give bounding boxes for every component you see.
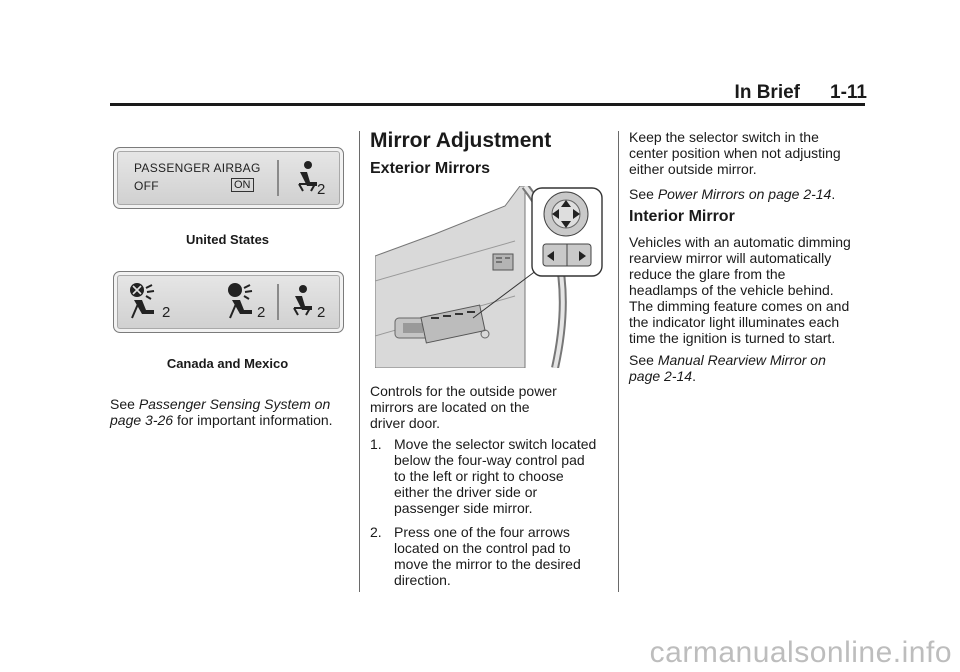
page-number: 1-11 [830, 82, 867, 103]
selector-center-note: Keep the selector switch in the center position when not adjusting either outside mirror. [629, 129, 841, 177]
cross-reference-page[interactable]: page 3-26 [110, 412, 174, 428]
passenger-airbag-label: PASSENGER AIRBAG [134, 161, 261, 175]
header-rule [110, 103, 865, 106]
manual-mirror-reference: See Manual Rearview Mirror on page 2-14. [629, 352, 826, 384]
interior-mirror-paragraph: Vehicles with an automatic dimming rearview mirror will automatically reduce the glare from the headlamps of the vehicle behind. The dimming feature comes on and the indicator light illuminates each time the ignition is turned to start. [629, 234, 851, 346]
mirror-adjustment-heading: Mirror Adjustment [370, 129, 552, 152]
controls-intro: Controls for the outside power mirrors are located on the driver door. [370, 383, 557, 431]
cross-reference-link[interactable]: Power Mirrors on page 2-14 [657, 186, 832, 202]
driver-door-mirror-control-illustration [375, 186, 605, 368]
airbag-off-label: OFF [134, 179, 159, 193]
airbag-off-icon [128, 282, 164, 320]
seat-number-b: 2 [257, 304, 266, 321]
airbag-status-panel-us [113, 147, 344, 209]
column-divider-left [359, 131, 360, 592]
airbag-on-indicator: ON [231, 178, 254, 192]
seat-position-number: 2 [317, 181, 326, 198]
exterior-mirrors-heading: Exterior Mirrors [370, 160, 491, 177]
cross-reference-page[interactable]: page 2-14 [629, 368, 693, 384]
power-mirrors-reference: See Power Mirrors on page 2-14. [629, 186, 836, 202]
seat-number-c: 2 [317, 304, 326, 321]
cross-reference-link[interactable]: Manual Rearview Mirror on [657, 352, 826, 368]
panel-separator [277, 284, 279, 320]
section-title: In Brief [734, 82, 800, 103]
seated-passenger-icon [290, 284, 318, 318]
passenger-sensing-reference: See Passenger Sensing System on page 3-26 for important information. [110, 396, 333, 428]
footer-watermark: carmanualsonline.info [649, 636, 952, 669]
caption-canada-mexico: Canada and Mexico [166, 356, 289, 371]
interior-mirror-heading: Interior Mirror [629, 208, 735, 225]
cross-reference-link[interactable]: Passenger Sensing System on [138, 396, 331, 412]
seat-number-a: 2 [162, 304, 171, 321]
caption-united-states: United States [185, 232, 270, 247]
panel-separator [277, 160, 279, 196]
airbag-status-panel-canada [113, 271, 344, 333]
column-divider-right [618, 131, 619, 592]
